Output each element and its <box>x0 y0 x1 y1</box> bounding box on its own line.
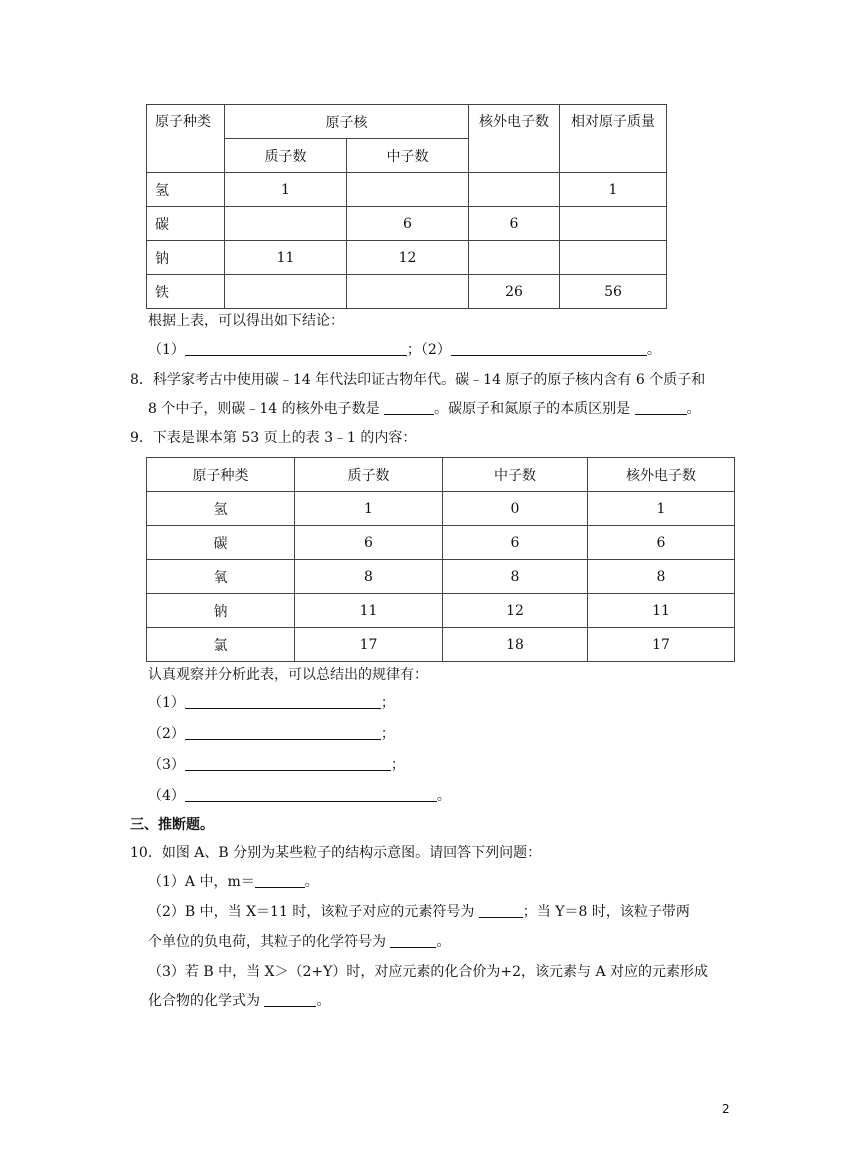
cell-neutrons: 8 <box>443 560 588 594</box>
q10-part-1 <box>148 872 319 892</box>
q7-answer-line <box>148 340 661 360</box>
q9-item-2 <box>148 724 395 744</box>
cell-electrons: 8 <box>588 560 735 594</box>
cell-neutrons <box>347 173 469 207</box>
q10-title: 10．如图 A、B 分别为某些粒子的结构示意图。请回答下列问题： <box>130 845 542 861</box>
cell-electrons <box>469 173 560 207</box>
header-neutrons: 中子数 <box>443 458 588 492</box>
section-title: 三、推断题。 <box>130 817 214 833</box>
q9-label-1: （1） <box>148 695 185 711</box>
cell-name: 碳 <box>147 526 295 560</box>
q9-title: 9．下表是课本第 53 页上的表 3﹣1 的内容： <box>130 430 417 446</box>
cell-mass <box>560 241 667 275</box>
header-atom-type: 原子种类 <box>147 458 295 492</box>
cell-name: 氢 <box>147 492 295 526</box>
header-protons: 质子数 <box>225 139 347 173</box>
cell-name: 钠 <box>147 241 225 275</box>
q8-blank-1[interactable] <box>384 400 434 415</box>
cell-electrons: 6 <box>588 526 735 560</box>
q7-label-1: （1） <box>148 342 185 358</box>
q9-blank-2[interactable] <box>185 725 381 740</box>
atom-structure-table <box>146 104 667 309</box>
header-neutrons: 中子数 <box>347 139 469 173</box>
cell-protons: 11 <box>295 594 443 628</box>
cell-protons <box>225 207 347 241</box>
cell-mass: 56 <box>560 275 667 309</box>
header-electrons: 核外电子数 <box>588 458 735 492</box>
cell-name: 氧 <box>147 560 295 594</box>
q8-line-2 <box>148 399 701 419</box>
cell-name: 氢 <box>147 173 225 207</box>
table-row <box>147 275 667 309</box>
cell-protons: 1 <box>225 173 347 207</box>
page-number: 2 <box>722 1102 730 1116</box>
table-row <box>147 173 667 207</box>
q8-text-c: 。 <box>686 401 701 417</box>
table-row <box>147 628 735 662</box>
header-atom-type: 原子种类 <box>147 105 225 173</box>
atom-particles-table <box>146 457 735 662</box>
header-mass: 相对原子质量 <box>560 105 667 173</box>
cell-protons: 17 <box>295 628 443 662</box>
q7-end: 。 <box>646 342 661 358</box>
cell-electrons: 6 <box>469 207 560 241</box>
cell-protons: 11 <box>225 241 347 275</box>
cell-neutrons: 6 <box>443 526 588 560</box>
q10-text-2b: ；当 Y＝8 时，该粒子带两 <box>522 904 690 920</box>
table-row <box>147 207 667 241</box>
q10-blank-1[interactable] <box>255 873 305 888</box>
table-row <box>147 594 735 628</box>
q9-blank-1[interactable] <box>185 694 381 709</box>
q10-text-3b: 化合物的化学式为 <box>148 993 260 1009</box>
q10-text-2d: 。 <box>436 934 451 950</box>
cell-neutrons <box>347 275 469 309</box>
q10-text-1a: （1）A 中，m＝ <box>148 874 255 890</box>
q7-blank-2[interactable] <box>451 341 647 356</box>
q9-lead: 认真观察并分析此表，可以总结出的规律有： <box>148 667 428 683</box>
q9-label-3: （3） <box>148 757 185 773</box>
q9-end-3: ； <box>390 757 405 773</box>
table-row <box>147 560 735 594</box>
table-row <box>147 241 667 275</box>
table-row <box>147 492 735 526</box>
q9-label-2: （2） <box>148 726 185 742</box>
cell-mass: 1 <box>560 173 667 207</box>
q9-item-3 <box>148 755 405 775</box>
cell-name: 碳 <box>147 207 225 241</box>
q9-item-4 <box>148 786 451 806</box>
q8-line-1: 8．科学家考古中使用碳﹣14 年代法印证古物年代。碳﹣14 原子的原子核内含有 6 个质子和 <box>130 372 706 388</box>
q9-blank-3[interactable] <box>185 756 391 771</box>
q10-blank-4[interactable] <box>264 992 316 1007</box>
q7-blank-1[interactable] <box>185 341 407 356</box>
q9-item-1 <box>148 693 395 713</box>
cell-name: 铁 <box>147 275 225 309</box>
cell-electrons <box>469 241 560 275</box>
q8-blank-2[interactable] <box>635 400 687 415</box>
cell-neutrons: 12 <box>347 241 469 275</box>
cell-mass <box>560 207 667 241</box>
q10-part-3: （3）若 B 中，当 X＞（2+Y）时，对应元素的化合价为+2，该元素与 A 对应的元素形成 <box>148 964 709 980</box>
q9-end-1: ； <box>380 695 395 711</box>
q10-blank-3[interactable] <box>390 933 436 948</box>
q8-text-a: 8 个中子，则碳﹣14 的核外电子数是 <box>148 401 380 417</box>
q10-text-1b: 。 <box>304 874 319 890</box>
cell-protons: 8 <box>295 560 443 594</box>
header-protons: 质子数 <box>295 458 443 492</box>
q9-blank-4[interactable] <box>185 787 437 802</box>
q8-text-b: 。碳原子和氮原子的本质区别是 <box>434 401 631 417</box>
cell-neutrons: 12 <box>443 594 588 628</box>
cell-name: 钠 <box>147 594 295 628</box>
cell-electrons: 1 <box>588 492 735 526</box>
q10-part-2 <box>148 902 690 922</box>
cell-neutrons: 6 <box>347 207 469 241</box>
cell-protons: 6 <box>295 526 443 560</box>
cell-electrons: 11 <box>588 594 735 628</box>
q9-end-2: ； <box>380 726 395 742</box>
cell-name: 氯 <box>147 628 295 662</box>
q7-sep: ；（2） <box>406 342 451 358</box>
cell-neutrons: 0 <box>443 492 588 526</box>
q10-text-2a: （2）B 中，当 X＝11 时，该粒子对应的元素符号为 <box>148 904 475 920</box>
q10-part-2-cont <box>148 932 450 952</box>
q10-text-2c: 个单位的负电荷，其粒子的化学符号为 <box>148 934 386 950</box>
cell-electrons: 17 <box>588 628 735 662</box>
cell-neutrons: 18 <box>443 628 588 662</box>
q10-blank-2[interactable] <box>479 903 523 918</box>
q9-label-4: （4） <box>148 788 185 804</box>
q10-text-3c: 。 <box>316 993 331 1009</box>
cell-electrons: 26 <box>469 275 560 309</box>
table-row <box>147 526 735 560</box>
header-electrons: 核外电子数 <box>469 105 560 173</box>
q10-part-3-cont <box>148 991 330 1011</box>
cell-protons <box>225 275 347 309</box>
q9-end-4: 。 <box>436 788 451 804</box>
cell-protons: 1 <box>295 492 443 526</box>
q7-lead: 根据上表，可以得出如下结论： <box>148 313 344 329</box>
header-nucleus: 原子核 <box>225 105 469 139</box>
